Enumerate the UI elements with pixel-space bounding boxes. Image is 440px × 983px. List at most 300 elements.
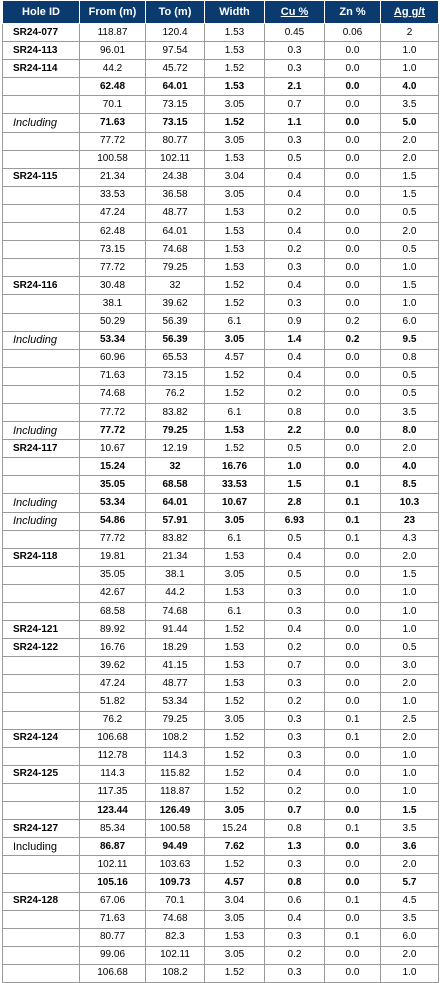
from-cell: 71.63 <box>80 114 146 132</box>
table-row <box>3 639 439 657</box>
cu-cell: 0.2 <box>265 639 325 657</box>
from-cell: 71.63 <box>80 367 146 385</box>
cu-cell: 0.8 <box>265 874 325 892</box>
ag-cell: 1.0 <box>381 42 439 60</box>
width-cell: 1.53 <box>205 78 265 96</box>
table-row <box>3 675 439 693</box>
width-cell: 1.53 <box>205 584 265 602</box>
from-cell: 74.68 <box>80 385 146 403</box>
to-cell: 79.25 <box>146 422 205 440</box>
cu-cell: 0.3 <box>265 295 325 313</box>
cu-cell: 0.6 <box>265 892 325 910</box>
table-row <box>3 838 439 856</box>
table-row <box>3 204 439 222</box>
zn-cell: 0.0 <box>325 60 381 78</box>
zn-cell: 0.0 <box>325 603 381 621</box>
table-body <box>3 24 439 983</box>
ag-cell: 1.5 <box>381 802 439 820</box>
zn-cell: 0.0 <box>325 186 381 204</box>
to-cell: 108.2 <box>146 729 205 747</box>
width-cell: 1.53 <box>205 548 265 566</box>
to-cell: 102.11 <box>146 150 205 168</box>
hole-id-cell: SR24-113 <box>3 42 80 60</box>
ag-cell: 2.0 <box>381 150 439 168</box>
zn-cell: 0.1 <box>325 476 381 494</box>
header-row <box>3 1 439 24</box>
from-cell: 38.1 <box>80 295 146 313</box>
width-cell: 10.67 <box>205 494 265 512</box>
from-cell: 47.24 <box>80 204 146 222</box>
from-cell: 100.58 <box>80 150 146 168</box>
cu-cell: 0.5 <box>265 150 325 168</box>
hole-id-cell <box>3 78 80 96</box>
hole-id-cell: SR24-121 <box>3 621 80 639</box>
table-row <box>3 295 439 313</box>
cu-cell: 0.5 <box>265 440 325 458</box>
width-cell: 3.04 <box>205 892 265 910</box>
zn-cell: 0.0 <box>325 657 381 675</box>
cu-cell: 0.3 <box>265 132 325 150</box>
width-cell: 1.52 <box>205 693 265 711</box>
zn-cell: 0.0 <box>325 42 381 60</box>
from-cell: 21.34 <box>80 168 146 186</box>
width-cell: 3.05 <box>205 566 265 584</box>
cu-cell: 0.2 <box>265 946 325 964</box>
to-cell: 57.91 <box>146 512 205 530</box>
width-cell: 33.53 <box>205 476 265 494</box>
zn-cell: 0.0 <box>325 946 381 964</box>
hole-id-cell <box>3 223 80 241</box>
ag-cell: 4.3 <box>381 530 439 548</box>
to-cell: 74.68 <box>146 241 205 259</box>
from-cell: 60.96 <box>80 349 146 367</box>
to-cell: 39.62 <box>146 295 205 313</box>
hole-id-cell <box>3 367 80 385</box>
zn-cell: 0.1 <box>325 530 381 548</box>
ag-cell: 1.0 <box>381 783 439 801</box>
width-cell: 3.05 <box>205 186 265 204</box>
from-cell: 35.05 <box>80 566 146 584</box>
hole-id-cell: SR24-116 <box>3 277 80 295</box>
from-cell: 67.06 <box>80 892 146 910</box>
width-cell: 1.52 <box>205 964 265 982</box>
from-cell: 106.68 <box>80 729 146 747</box>
zn-cell: 0.0 <box>325 566 381 584</box>
zn-cell: 0.1 <box>325 729 381 747</box>
to-cell: 24.38 <box>146 168 205 186</box>
to-cell: 64.01 <box>146 223 205 241</box>
zn-cell: 0.0 <box>325 765 381 783</box>
header-width: Width <box>205 1 265 24</box>
cu-cell: 0.4 <box>265 168 325 186</box>
width-cell: 1.52 <box>205 295 265 313</box>
hole-id-cell <box>3 928 80 946</box>
cu-cell: 2.8 <box>265 494 325 512</box>
width-cell: 1.52 <box>205 114 265 132</box>
hole-id-cell <box>3 530 80 548</box>
hole-id-cell: SR24-124 <box>3 729 80 747</box>
width-cell: 3.05 <box>205 802 265 820</box>
cu-cell: 0.7 <box>265 802 325 820</box>
to-cell: 56.39 <box>146 331 205 349</box>
assay-results-table <box>2 0 439 983</box>
width-cell: 1.53 <box>205 657 265 675</box>
zn-cell: 0.0 <box>325 114 381 132</box>
cu-cell: 0.4 <box>265 910 325 928</box>
hole-id-cell: SR24-125 <box>3 765 80 783</box>
table-row <box>3 385 439 403</box>
from-cell: 15.24 <box>80 458 146 476</box>
zn-cell: 0.0 <box>325 802 381 820</box>
from-cell: 44.2 <box>80 60 146 78</box>
zn-cell: 0.0 <box>325 168 381 186</box>
zn-cell: 0.0 <box>325 241 381 259</box>
to-cell: 21.34 <box>146 548 205 566</box>
from-cell: 54.86 <box>80 512 146 530</box>
ag-cell: 1.5 <box>381 277 439 295</box>
hole-id-cell: SR24-115 <box>3 168 80 186</box>
width-cell: 3.05 <box>205 910 265 928</box>
from-cell: 30.48 <box>80 277 146 295</box>
from-cell: 114.3 <box>80 765 146 783</box>
from-cell: 77.72 <box>80 530 146 548</box>
table-row <box>3 946 439 964</box>
to-cell: 103.63 <box>146 856 205 874</box>
to-cell: 82.3 <box>146 928 205 946</box>
width-cell: 1.52 <box>205 747 265 765</box>
cu-cell: 0.7 <box>265 657 325 675</box>
zn-cell: 0.0 <box>325 548 381 566</box>
ag-cell: 2.5 <box>381 711 439 729</box>
zn-cell: 0.1 <box>325 892 381 910</box>
hole-id-cell <box>3 241 80 259</box>
from-cell: 19.81 <box>80 548 146 566</box>
hole-id-cell <box>3 783 80 801</box>
width-cell: 3.05 <box>205 96 265 114</box>
zn-cell: 0.2 <box>325 313 381 331</box>
hole-id-cell <box>3 132 80 150</box>
width-cell: 1.52 <box>205 783 265 801</box>
width-cell: 3.05 <box>205 331 265 349</box>
ag-cell: 2.0 <box>381 132 439 150</box>
hole-id-cell <box>3 204 80 222</box>
hole-id-cell: Including <box>3 838 80 856</box>
zn-cell: 0.0 <box>325 403 381 421</box>
zn-cell: 0.0 <box>325 675 381 693</box>
cu-cell: 1.1 <box>265 114 325 132</box>
width-cell: 4.57 <box>205 874 265 892</box>
from-cell: 16.76 <box>80 639 146 657</box>
width-cell: 1.52 <box>205 765 265 783</box>
hole-id-cell: SR24-118 <box>3 548 80 566</box>
zn-cell: 0.0 <box>325 584 381 602</box>
ag-cell: 2.0 <box>381 729 439 747</box>
cu-cell: 0.45 <box>265 24 325 42</box>
ag-cell: 10.3 <box>381 494 439 512</box>
width-cell: 1.52 <box>205 856 265 874</box>
cu-cell: 2.2 <box>265 422 325 440</box>
table-row <box>3 168 439 186</box>
hole-id-cell <box>3 584 80 602</box>
zn-cell: 0.0 <box>325 838 381 856</box>
from-cell: 105.16 <box>80 874 146 892</box>
hole-id-cell: SR24-077 <box>3 24 80 42</box>
ag-cell: 4.5 <box>381 892 439 910</box>
cu-cell: 0.4 <box>265 223 325 241</box>
width-cell: 6.1 <box>205 403 265 421</box>
ag-cell: 3.0 <box>381 657 439 675</box>
to-cell: 45.72 <box>146 60 205 78</box>
to-cell: 118.87 <box>146 783 205 801</box>
from-cell: 42.67 <box>80 584 146 602</box>
cu-cell: 0.3 <box>265 856 325 874</box>
hole-id-cell <box>3 693 80 711</box>
cu-cell: 6.93 <box>265 512 325 530</box>
ag-cell: 0.5 <box>381 241 439 259</box>
table-row <box>3 223 439 241</box>
ag-cell: 23 <box>381 512 439 530</box>
cu-cell: 0.9 <box>265 313 325 331</box>
from-cell: 71.63 <box>80 910 146 928</box>
table-row <box>3 458 439 476</box>
to-cell: 109.73 <box>146 874 205 892</box>
ag-cell: 2.0 <box>381 223 439 241</box>
from-cell: 70.1 <box>80 96 146 114</box>
to-cell: 83.82 <box>146 530 205 548</box>
ag-cell: 3.5 <box>381 820 439 838</box>
from-cell: 51.82 <box>80 693 146 711</box>
table-row <box>3 657 439 675</box>
cu-cell: 0.3 <box>265 729 325 747</box>
zn-cell: 0.0 <box>325 910 381 928</box>
from-cell: 77.72 <box>80 132 146 150</box>
width-cell: 1.53 <box>205 675 265 693</box>
ag-cell: 9.5 <box>381 331 439 349</box>
table-row <box>3 78 439 96</box>
to-cell: 44.2 <box>146 584 205 602</box>
cu-cell: 0.7 <box>265 96 325 114</box>
from-cell: 117.35 <box>80 783 146 801</box>
header-zn: Zn % <box>325 1 381 24</box>
zn-cell: 0.2 <box>325 331 381 349</box>
to-cell: 83.82 <box>146 403 205 421</box>
table-row <box>3 241 439 259</box>
to-cell: 36.58 <box>146 186 205 204</box>
cu-cell: 0.3 <box>265 60 325 78</box>
width-cell: 3.05 <box>205 946 265 964</box>
table-row <box>3 367 439 385</box>
width-cell: 1.52 <box>205 621 265 639</box>
zn-cell: 0.0 <box>325 747 381 765</box>
from-cell: 85.34 <box>80 820 146 838</box>
from-cell: 77.72 <box>80 422 146 440</box>
hole-id-cell <box>3 349 80 367</box>
table-row <box>3 277 439 295</box>
zn-cell: 0.1 <box>325 494 381 512</box>
ag-cell: 0.8 <box>381 349 439 367</box>
width-cell: 3.05 <box>205 711 265 729</box>
hole-id-cell <box>3 874 80 892</box>
from-cell: 62.48 <box>80 78 146 96</box>
to-cell: 53.34 <box>146 693 205 711</box>
hole-id-cell <box>3 259 80 277</box>
width-cell: 1.52 <box>205 385 265 403</box>
zn-cell: 0.1 <box>325 820 381 838</box>
cu-cell: 0.3 <box>265 675 325 693</box>
width-cell: 3.05 <box>205 132 265 150</box>
table-row <box>3 802 439 820</box>
width-cell: 1.53 <box>205 259 265 277</box>
zn-cell: 0.0 <box>325 440 381 458</box>
table-row <box>3 964 439 982</box>
from-cell: 86.87 <box>80 838 146 856</box>
hole-id-cell <box>3 295 80 313</box>
table-row <box>3 892 439 910</box>
table-row <box>3 60 439 78</box>
from-cell: 89.92 <box>80 621 146 639</box>
table-row <box>3 96 439 114</box>
zn-cell: 0.0 <box>325 295 381 313</box>
from-cell: 77.72 <box>80 403 146 421</box>
ag-cell: 3.5 <box>381 96 439 114</box>
hole-id-cell <box>3 910 80 928</box>
table-row <box>3 476 439 494</box>
table-row <box>3 530 439 548</box>
cu-cell: 0.3 <box>265 259 325 277</box>
hole-id-cell: Including <box>3 422 80 440</box>
to-cell: 79.25 <box>146 259 205 277</box>
hole-id-cell <box>3 675 80 693</box>
hole-id-cell: SR24-122 <box>3 639 80 657</box>
to-cell: 41.15 <box>146 657 205 675</box>
zn-cell: 0.0 <box>325 639 381 657</box>
to-cell: 48.77 <box>146 204 205 222</box>
zn-cell: 0.0 <box>325 277 381 295</box>
width-cell: 1.53 <box>205 42 265 60</box>
from-cell: 39.62 <box>80 657 146 675</box>
table-row <box>3 259 439 277</box>
zn-cell: 0.0 <box>325 150 381 168</box>
zn-cell: 0.0 <box>325 874 381 892</box>
zn-cell: 0.0 <box>325 78 381 96</box>
table-row <box>3 856 439 874</box>
width-cell: 1.52 <box>205 277 265 295</box>
hole-id-cell: SR24-128 <box>3 892 80 910</box>
width-cell: 16.76 <box>205 458 265 476</box>
from-cell: 123.44 <box>80 802 146 820</box>
ag-cell: 8.0 <box>381 422 439 440</box>
to-cell: 108.2 <box>146 964 205 982</box>
header-cu: Cu % <box>265 1 325 24</box>
table-row <box>3 621 439 639</box>
cu-cell: 0.4 <box>265 186 325 204</box>
to-cell: 102.11 <box>146 946 205 964</box>
width-cell: 6.1 <box>205 313 265 331</box>
cu-cell: 0.5 <box>265 566 325 584</box>
header-hole-id: Hole ID <box>3 1 80 24</box>
zn-cell: 0.0 <box>325 223 381 241</box>
from-cell: 62.48 <box>80 223 146 241</box>
ag-cell: 2.0 <box>381 675 439 693</box>
width-cell: 1.52 <box>205 60 265 78</box>
from-cell: 112.78 <box>80 747 146 765</box>
hole-id-cell: Including <box>3 114 80 132</box>
to-cell: 91.44 <box>146 621 205 639</box>
cu-cell: 0.8 <box>265 820 325 838</box>
to-cell: 48.77 <box>146 675 205 693</box>
zn-cell: 0.0 <box>325 349 381 367</box>
from-cell: 50.29 <box>80 313 146 331</box>
hole-id-cell <box>3 385 80 403</box>
to-cell: 100.58 <box>146 820 205 838</box>
cu-cell: 1.4 <box>265 331 325 349</box>
hole-id-cell <box>3 96 80 114</box>
ag-cell: 3.6 <box>381 838 439 856</box>
ag-cell: 6.0 <box>381 313 439 331</box>
cu-cell: 0.5 <box>265 530 325 548</box>
zn-cell: 0.0 <box>325 385 381 403</box>
cu-cell: 0.4 <box>265 277 325 295</box>
table-row <box>3 494 439 512</box>
hole-id-cell: SR24-127 <box>3 820 80 838</box>
to-cell: 94.49 <box>146 838 205 856</box>
hole-id-cell <box>3 964 80 982</box>
hole-id-cell: Including <box>3 512 80 530</box>
to-cell: 73.15 <box>146 96 205 114</box>
zn-cell: 0.0 <box>325 96 381 114</box>
ag-cell: 3.5 <box>381 403 439 421</box>
table-row <box>3 313 439 331</box>
hole-id-cell <box>3 747 80 765</box>
to-cell: 65.53 <box>146 349 205 367</box>
hole-id-cell <box>3 856 80 874</box>
header-to: To (m) <box>146 1 205 24</box>
cu-cell: 0.3 <box>265 42 325 60</box>
cu-cell: 0.3 <box>265 584 325 602</box>
ag-cell: 1.0 <box>381 693 439 711</box>
header-from: From (m) <box>80 1 146 24</box>
ag-cell: 1.0 <box>381 584 439 602</box>
to-cell: 120.4 <box>146 24 205 42</box>
to-cell: 74.68 <box>146 603 205 621</box>
ag-cell: 1.5 <box>381 566 439 584</box>
from-cell: 80.77 <box>80 928 146 946</box>
zn-cell: 0.0 <box>325 367 381 385</box>
cu-cell: 0.2 <box>265 204 325 222</box>
from-cell: 118.87 <box>80 24 146 42</box>
to-cell: 115.82 <box>146 765 205 783</box>
to-cell: 73.15 <box>146 114 205 132</box>
from-cell: 102.11 <box>80 856 146 874</box>
width-cell: 1.53 <box>205 928 265 946</box>
cu-cell: 0.4 <box>265 621 325 639</box>
to-cell: 76.2 <box>146 385 205 403</box>
width-cell: 1.53 <box>205 204 265 222</box>
from-cell: 76.2 <box>80 711 146 729</box>
hole-id-cell: Including <box>3 494 80 512</box>
zn-cell: 0.0 <box>325 422 381 440</box>
zn-cell: 0.0 <box>325 132 381 150</box>
to-cell: 114.3 <box>146 747 205 765</box>
table-row <box>3 765 439 783</box>
ag-cell: 3.5 <box>381 910 439 928</box>
hole-id-cell <box>3 403 80 421</box>
table-row <box>3 584 439 602</box>
ag-cell: 0.5 <box>381 385 439 403</box>
ag-cell: 2.0 <box>381 440 439 458</box>
cu-cell: 0.3 <box>265 711 325 729</box>
zn-cell: 0.1 <box>325 928 381 946</box>
